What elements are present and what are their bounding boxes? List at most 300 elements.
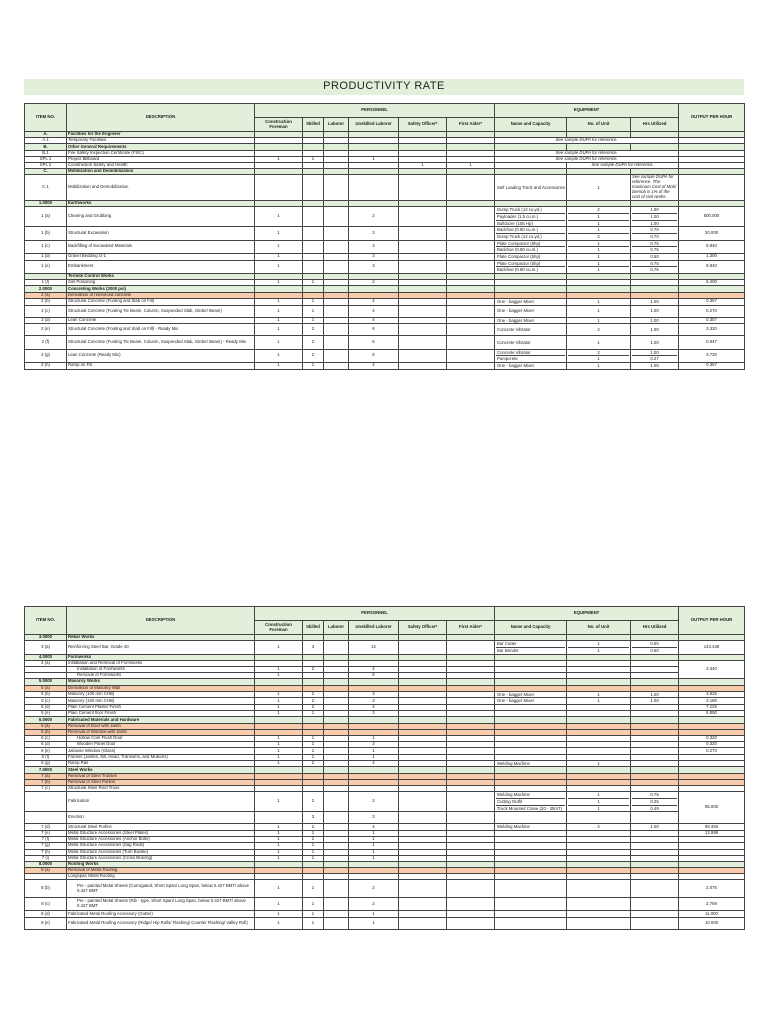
unskilled-count: 4 <box>349 705 399 711</box>
productivity-table-1 <box>24 103 745 370</box>
equipment-name-line: Concrete Vibrator <box>497 339 531 345</box>
col-safety-officer: Safety Officer* <box>399 118 447 132</box>
col-equipment: EQUIPMENT <box>495 607 679 621</box>
description: Lean Concrete <box>67 317 255 324</box>
equipment-name-line: Dump Truck (12 cu.yd.) <box>497 207 542 213</box>
table-row <box>25 175 745 201</box>
description: Structural Concrete (Footing Tie Beam, Column, Suspended Slab, Girder/ Beam) - Ready Mix <box>67 336 255 350</box>
hrs-utilized <box>631 240 679 253</box>
unit-count <box>567 880 631 898</box>
laborer-count <box>324 691 349 698</box>
hrs-utilized-line: 0.75 <box>632 266 677 273</box>
description: Mobilization and Demobilization <box>67 175 255 201</box>
first-aider-count: 1 <box>447 162 495 168</box>
table-row <box>25 698 745 705</box>
equipment-name <box>495 254 567 261</box>
dupa-note: See sample DUPA for reference. <box>495 138 679 144</box>
laborer-count <box>324 641 349 654</box>
description: Masonry Works <box>67 679 255 685</box>
output-per-hour: 3.320 <box>679 324 745 336</box>
description: Clearing and Grubbing <box>67 207 255 227</box>
skilled-count: 3 <box>303 641 324 654</box>
hrs-utilized <box>631 641 679 654</box>
output-per-hour: 90.450 <box>679 824 745 831</box>
skilled-count: 2 <box>303 792 324 812</box>
item-no: 1 (e) <box>25 260 67 273</box>
unit-count <box>567 363 631 370</box>
safety-officer-count <box>399 305 447 317</box>
unit-count-line: 1 <box>597 792 600 798</box>
description: Structural Concrete (Footing and Slab on Fill) <box>67 298 255 305</box>
output-per-hour: 143.438 <box>679 641 745 654</box>
description: Metal Structure Accessories (Cross Bracing) <box>67 855 255 861</box>
hrs-utilized <box>631 324 679 336</box>
item-no: 7 (g) <box>25 843 67 849</box>
equipment-name <box>495 336 567 350</box>
skilled-count <box>303 227 324 240</box>
output-per-hour: 11.000 <box>679 911 745 917</box>
foreman-count: 1 <box>255 254 303 261</box>
laborer-count <box>324 317 349 324</box>
item-no: 8 (c) <box>25 897 67 911</box>
description: Metal Structure Accessories (Anchor Bolts) <box>67 837 255 843</box>
output-per-hour: 20.000 <box>679 227 745 240</box>
skilled-count <box>303 175 324 201</box>
skilled-count: 2 <box>303 336 324 350</box>
foreman-count: 1 <box>255 843 303 849</box>
unit-count-line: 1 <box>597 641 600 647</box>
table-row <box>25 917 745 929</box>
dupa-note: See sample DUPA for reference. The maximum Cost of Mob/ Demob is 1% of the cost of civil works. <box>631 175 679 201</box>
item-no: SPL 2 <box>25 162 67 168</box>
hrs-utilized-line: 0.27 <box>632 355 677 362</box>
safety-officer-count <box>399 240 447 253</box>
safety-officer-count <box>399 691 447 698</box>
output-per-hour <box>679 175 745 201</box>
skilled-count: 2 <box>303 691 324 698</box>
foreman-count: 1 <box>255 305 303 317</box>
foreman-count: 1 <box>255 240 303 253</box>
unit-count-line: 1 <box>568 213 629 220</box>
safety-officer-count <box>399 254 447 261</box>
unskilled-count: 1 <box>349 754 399 760</box>
description: Temporary Facilities <box>67 138 255 144</box>
hrs-utilized <box>631 691 679 698</box>
skilled-count: 1 <box>303 742 324 748</box>
laborer-count <box>324 298 349 305</box>
description: Fabricated Metal Roofing Accessory (Gutter) <box>67 911 255 917</box>
hrs-utilized <box>631 917 679 929</box>
unit-count <box>567 812 631 824</box>
item-no: 6.0000 <box>25 717 67 723</box>
laborer-count <box>324 240 349 253</box>
output-per-hour: 2.769 <box>679 897 745 911</box>
output-per-hour: 0.320 <box>679 736 745 742</box>
safety-officer-count <box>399 207 447 227</box>
safety-officer-count: 1 <box>399 162 447 168</box>
description: Fabrication <box>67 792 255 812</box>
description: Concreting Works (3000 psi) <box>67 286 255 292</box>
skilled-count: 2 <box>303 760 324 767</box>
first-aider-count <box>447 298 495 305</box>
unskilled-count: 2 <box>349 897 399 911</box>
description: Erection <box>67 812 255 824</box>
page-title: PRODUCTIVITY RATE <box>323 80 445 92</box>
item-no: 1 (b) <box>25 227 67 240</box>
unit-count <box>567 792 631 812</box>
description: Demolition of Masonry Wall <box>67 685 255 691</box>
output-per-hour: 9.840 <box>679 240 745 253</box>
col-laborer: Laborer <box>324 621 349 635</box>
equipment-name <box>495 641 567 654</box>
hrs-utilized-line: 1.00 <box>650 691 659 697</box>
description: Earthworks <box>67 201 255 207</box>
safety-officer-count <box>399 349 447 362</box>
unskilled-count: 2 <box>349 280 399 286</box>
col-hrs-utilized: Hrs Utilized <box>631 621 679 635</box>
skilled-count: 2 <box>303 324 324 336</box>
table-row <box>25 641 745 654</box>
unit-count <box>567 349 631 362</box>
skilled-count: 1 <box>303 317 324 324</box>
skilled-count: 2 <box>303 705 324 711</box>
description: Structural Concrete (Footing Tie Beam, Column, Suspended Slab, Girder/ Beam) <box>67 305 255 317</box>
hrs-utilized-line: 0.50 <box>650 254 659 259</box>
foreman-count: 1 <box>255 260 303 273</box>
output-per-hour: 3.720 <box>679 349 745 362</box>
safety-officer-count <box>399 641 447 654</box>
col-output: OUTPUT PER HOUR <box>679 104 745 132</box>
description: Masonry (100 mm CHB) <box>67 691 255 698</box>
laborer-count <box>324 698 349 705</box>
skilled-count: 2 <box>303 666 324 672</box>
equipment-name <box>495 317 567 324</box>
unskilled-count: 1 <box>349 736 399 742</box>
hrs-utilized <box>631 227 679 240</box>
foreman-count: 1 <box>255 855 303 861</box>
hrs-utilized <box>631 363 679 370</box>
foreman-count: 1 <box>255 824 303 831</box>
unit-count-line: 1 <box>597 227 600 233</box>
foreman-count: 1 <box>255 336 303 350</box>
equipment-name <box>495 324 567 336</box>
skilled-count: 1 <box>303 363 324 370</box>
unskilled-count: 6 <box>349 336 399 350</box>
item-no: 1 (c) <box>25 240 67 253</box>
unit-count-line: 1 <box>568 647 629 654</box>
description: Other General Requirements <box>67 144 255 150</box>
unit-count <box>567 824 631 831</box>
col-personnel: PERSONNEL <box>255 104 495 118</box>
first-aider-count <box>447 824 495 831</box>
description: Ramp Rail <box>67 760 255 767</box>
laborer-count <box>324 363 349 370</box>
laborer-count <box>324 336 349 350</box>
foreman-count: 1 <box>255 156 303 162</box>
skilled-count: 1 <box>303 843 324 849</box>
unskilled-count: 2 <box>349 742 399 748</box>
equipment-name-line: Backhoe (0.80 cu.m.) <box>497 227 538 233</box>
hrs-utilized <box>631 698 679 705</box>
skilled-count: 2 <box>303 349 324 362</box>
item-no <box>25 812 67 824</box>
equipment-name-line: Cutting Outfit <box>496 798 565 805</box>
item-no: 8 (d) <box>25 911 67 917</box>
skilled-count: 1 <box>303 156 324 162</box>
item-no: 5 (a) <box>25 685 67 691</box>
equipment-name-line: One - bagger Mixer <box>497 298 535 304</box>
description: Backfilling of Excavated Materials <box>67 240 255 253</box>
skilled-count: 1 <box>303 880 324 898</box>
unskilled-count: 6 <box>349 349 399 362</box>
item-no: 2 (c) <box>25 305 67 317</box>
equipment-name-line: Dump Truck (12 cu.yd.) <box>496 233 565 240</box>
unskilled-count: 1 <box>349 855 399 861</box>
equipment-name <box>495 760 567 767</box>
unit-count <box>567 317 631 324</box>
description: Termite Control Works <box>67 274 255 280</box>
unskilled-count: 3 <box>349 691 399 698</box>
laborer-count <box>324 812 349 824</box>
first-aider-count <box>447 812 495 824</box>
foreman-count: 1 <box>255 207 303 227</box>
unit-count-line: 2 <box>597 824 600 830</box>
first-aider-count <box>447 207 495 227</box>
output-per-hour: 7.125 <box>679 705 745 711</box>
equipment-name-line: Welding Machine <box>497 792 530 798</box>
hrs-utilized-line: 0.75 <box>632 246 677 253</box>
item-no: 7 (b) <box>25 779 67 785</box>
item-no: C.1 <box>25 175 67 201</box>
hrs-utilized-line: 1.00 <box>632 220 677 227</box>
hrs-utilized <box>631 305 679 317</box>
hrs-utilized-line: 1.00 <box>650 326 659 332</box>
safety-officer-count <box>399 324 447 336</box>
output-per-hour: 0.947 <box>679 336 745 350</box>
item-no: 5 (e) <box>25 711 67 717</box>
description: Metal Structure Accessories (Steel Plates) <box>67 830 255 836</box>
equipment-name-line: Plate Compactor (5hp) <box>497 260 541 266</box>
unit-count-line: 1 <box>597 240 600 246</box>
unit-count-line: 1 <box>597 760 600 766</box>
foreman-count: 1 <box>255 792 303 812</box>
first-aider-count <box>447 305 495 317</box>
item-no: 1 (a) <box>25 207 67 227</box>
col-unskilled: Unskilled Laborer <box>349 621 399 635</box>
item-no: 6 (a) <box>25 723 67 729</box>
description: Pre - painted Metal Sheets (Corrugated, Short Span/ Long Span, below 0.427 BMT/ above 0.427 BMT <box>67 880 255 898</box>
laborer-count <box>324 897 349 911</box>
equipment-name-line: One - bagger Mixer <box>497 308 535 314</box>
description: Removal of Window with Jamb <box>67 729 255 735</box>
unit-count <box>567 305 631 317</box>
description: Structural Concrete (Footing and Slab on Fill) - Ready Mix <box>67 324 255 336</box>
hrs-utilized <box>631 254 679 261</box>
unit-count <box>567 298 631 305</box>
unit-count <box>567 240 631 253</box>
skilled-count: 1 <box>303 736 324 742</box>
equipment-name <box>495 792 567 812</box>
skilled-count: 1 <box>303 305 324 317</box>
laborer-count <box>324 254 349 261</box>
skilled-count: 1 <box>303 897 324 911</box>
table-row <box>25 240 745 253</box>
skilled-count: 1 <box>303 911 324 917</box>
foreman-count <box>255 812 303 824</box>
item-no: 4 (a) <box>25 660 67 666</box>
unit-count-line: 1 <box>568 220 629 227</box>
foreman-count <box>255 175 303 201</box>
equipment-name-line: Bulldozer (155 Hp) <box>496 220 565 227</box>
output-per-hour: 5.400 <box>679 280 745 286</box>
output-per-hour <box>679 760 745 767</box>
safety-officer-count <box>399 298 447 305</box>
col-foreman: Construction Foreman <box>255 621 303 635</box>
first-aider-count <box>447 363 495 370</box>
description: Steel Works <box>67 767 255 773</box>
foreman-count: 1 <box>255 830 303 836</box>
hrs-utilized-line: 1.00 <box>650 207 659 213</box>
equipment-name-line: Payloader (1.5 cu.m.) <box>496 213 565 220</box>
equipment-name <box>495 227 567 240</box>
hrs-utilized <box>631 792 679 812</box>
hrs-utilized-line: 1.00 <box>650 363 659 369</box>
table-row <box>25 298 745 305</box>
foreman-count: 1 <box>255 742 303 748</box>
item-no: 8.0000 <box>25 861 67 867</box>
item-no: 2.0000 <box>25 286 67 292</box>
equipment-name <box>495 880 567 898</box>
foreman-count: 1 <box>255 911 303 917</box>
description: Soil Poisoning <box>67 280 255 286</box>
description: Structural Steel Roof Truss <box>67 786 255 792</box>
unskilled-count: 4 <box>349 317 399 324</box>
description: Formworks <box>67 654 255 660</box>
item-no: 2 (f) <box>25 336 67 350</box>
foreman-count: 1 <box>255 705 303 711</box>
hrs-utilized-line: 1.00 <box>650 339 659 345</box>
output-per-hour: 0.270 <box>679 748 745 754</box>
skilled-count: 1 <box>303 830 324 836</box>
hrs-utilized <box>631 349 679 362</box>
equipment-name-line: Self Loading Truck and Accessories <box>497 184 566 190</box>
unit-count-line: 1 <box>597 308 600 314</box>
output-per-hour: 5.850 <box>679 711 745 717</box>
hrs-utilized <box>631 760 679 767</box>
unskilled-count: 2 <box>349 792 399 812</box>
unskilled-count: 3 <box>349 240 399 253</box>
col-hrs-utilized: Hrs Utilized <box>631 118 679 132</box>
hrs-utilized-line: 1.00 <box>650 308 659 314</box>
item-no: 1 (f) <box>25 280 67 286</box>
safety-officer-count <box>399 824 447 831</box>
equipment-name-line: Plate Compactor (5hp) <box>497 240 541 246</box>
hrs-utilized-line: 0.70 <box>632 233 677 240</box>
skilled-count: 1 <box>303 711 324 717</box>
table-row <box>25 363 745 370</box>
hrs-utilized <box>631 897 679 911</box>
equipment-name <box>495 175 567 201</box>
unit-count <box>567 207 631 227</box>
unskilled-count: 3 <box>349 254 399 261</box>
laborer-count <box>324 227 349 240</box>
unskilled-count: 3 <box>349 698 399 705</box>
hrs-utilized-line: 0.49 <box>632 805 677 812</box>
output-per-hour: 500.000 <box>679 207 745 227</box>
equipment-name <box>495 812 567 824</box>
unskilled-count: 3 <box>349 227 399 240</box>
hrs-utilized <box>631 824 679 831</box>
item-no: 5 (d) <box>25 705 67 711</box>
table-row <box>25 691 745 698</box>
first-aider-count <box>447 336 495 350</box>
description: Fabricated Metal Roofing Accessory (Ridge/ Hip Rolls/ Flashing/ Counter Flashing/ Valley Roll) <box>67 917 255 929</box>
hrs-utilized-line: 0.70 <box>650 227 659 233</box>
unskilled-count: 1 <box>349 849 399 855</box>
safety-officer-count <box>399 363 447 370</box>
table-row <box>25 880 745 898</box>
item-no: 7 (i) <box>25 855 67 861</box>
equipment-name <box>495 260 567 273</box>
equipment-name-line: Pumpcrete <box>496 355 565 362</box>
unskilled-count: 4 <box>349 666 399 672</box>
description: Construction Safety and Health <box>67 162 255 168</box>
description: Structural Steel Purlins <box>67 824 255 831</box>
foreman-count: 1 <box>255 748 303 754</box>
skilled-count: 1 <box>303 849 324 855</box>
foreman-count: 1 <box>255 698 303 705</box>
dupa-note: See sample DUPA for reference. <box>495 150 679 156</box>
unskilled-count: 1 <box>349 843 399 849</box>
foreman-count: 1 <box>255 880 303 898</box>
equipment-name <box>495 298 567 305</box>
skilled-count <box>303 207 324 227</box>
item-no: 7 (a) <box>25 773 67 779</box>
output-per-hour: 9.840 <box>679 260 745 273</box>
unit-count-line: 2 <box>597 326 600 332</box>
description: Project Billboard <box>67 156 255 162</box>
col-description: DESCRIPTION <box>67 104 255 132</box>
laborer-count <box>324 880 349 898</box>
laborer-count <box>324 305 349 317</box>
foreman-count: 1 <box>255 324 303 336</box>
hrs-utilized-line: 0.25 <box>632 798 677 805</box>
foreman-count: 1 <box>255 280 303 286</box>
description: Lean Concrete (Ready Mix) <box>67 349 255 362</box>
description: Mobilization and Demobilization <box>67 169 255 175</box>
unskilled-count: 4 <box>349 824 399 831</box>
safety-officer-count <box>399 760 447 767</box>
skilled-count <box>303 254 324 261</box>
col-no-of-unit: No. of Unit <box>567 621 631 635</box>
first-aider-count <box>447 880 495 898</box>
first-aider-count <box>447 254 495 261</box>
unit-count-line: 1 <box>597 317 600 323</box>
unskilled-count: 1 <box>349 156 399 162</box>
equipment-name <box>495 917 567 929</box>
skilled-count: 1 <box>303 280 324 286</box>
item-no: 7.0000 <box>25 767 67 773</box>
unit-count-line: 1 <box>597 298 600 304</box>
output-per-hour: 10.000 <box>679 917 745 929</box>
skilled-count: 1 <box>303 748 324 754</box>
unit-count <box>567 336 631 350</box>
output-per-hour: 0.270 <box>679 305 745 317</box>
unit-count-line: 1 <box>597 339 600 345</box>
item-no: 7 (c) <box>25 786 67 792</box>
item-no: 8 (e) <box>25 917 67 929</box>
unskilled-count: 1 <box>349 837 399 843</box>
